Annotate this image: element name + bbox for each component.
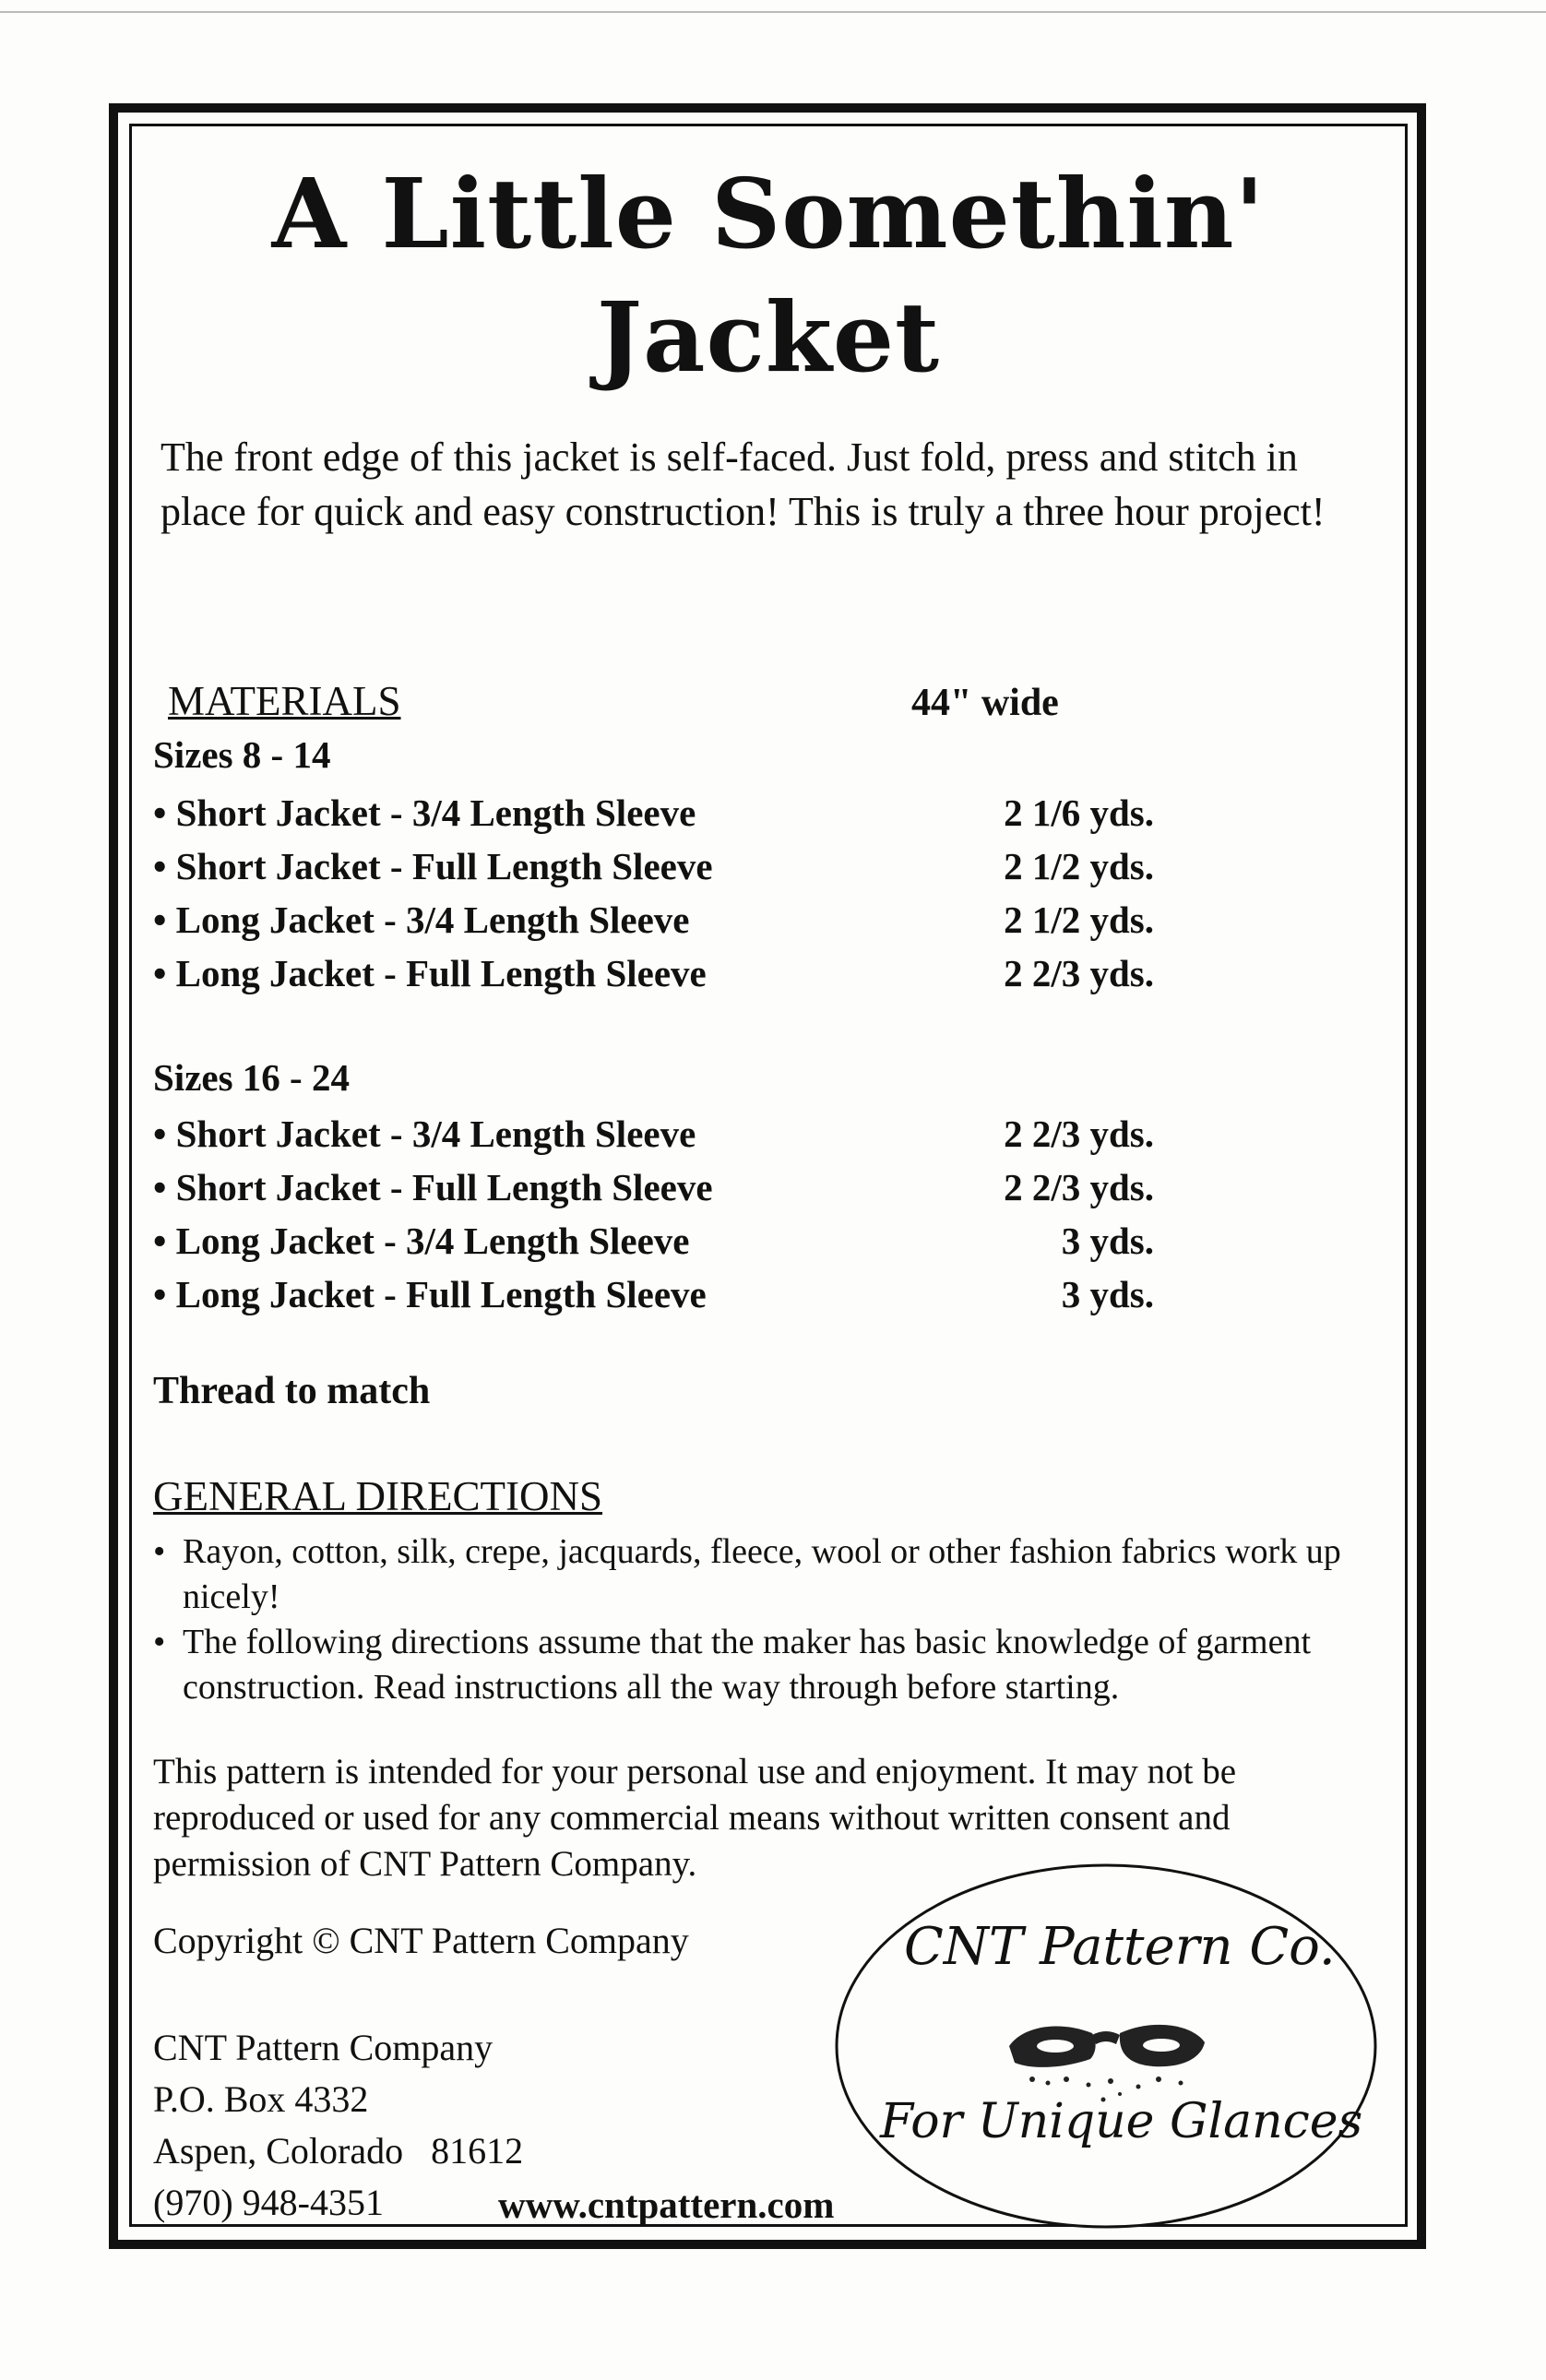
material-name: • Long Jacket - 3/4 Length Sleeve xyxy=(153,1220,690,1262)
material-row xyxy=(153,1267,1260,1321)
copyright-line: Copyright © CNT Pattern Company xyxy=(153,1920,689,1961)
city-state-zip: Aspen, Colorado 81612 xyxy=(153,2130,524,2172)
material-name: • Long Jacket - Full Length Sleeve xyxy=(153,952,707,994)
material-amount: 2 1/2 yds. xyxy=(1004,898,1154,941)
material-row xyxy=(153,1214,1260,1267)
material-amount: 3 yds. xyxy=(1061,1220,1154,1262)
page-top-edge xyxy=(0,11,1546,13)
material-amount: 2 2/3 yds. xyxy=(1004,1166,1154,1208)
material-name: • Short Jacket - 3/4 Length Sleeve xyxy=(153,1113,696,1155)
material-amount: 2 2/3 yds. xyxy=(1004,1113,1154,1155)
material-row xyxy=(153,946,1260,1000)
material-name: • Short Jacket - Full Length Sleeve xyxy=(153,845,713,887)
website-link[interactable]: www.cntpattern.com xyxy=(498,2184,835,2226)
material-row xyxy=(153,839,1260,893)
bullet: • xyxy=(153,1532,166,1571)
material-row xyxy=(153,786,1260,839)
material-name: • Short Jacket - 3/4 Length Sleeve xyxy=(153,791,696,834)
list-item-text: The following directions assume that the maker has basic knowledge of garment construction. Read instructions all the way through before starting. xyxy=(183,1623,1312,1707)
material-row xyxy=(153,893,1260,946)
po-box: P.O. Box 4332 xyxy=(153,2078,369,2120)
materials-heading: MATERIALS xyxy=(168,678,401,724)
material-name: • Long Jacket - Full Length Sleeve xyxy=(153,1273,707,1315)
list-item-text: Rayon, cotton, silk, crepe, jacquards, fleece, wool or other fashion fabrics work up nicely! xyxy=(183,1532,1341,1616)
material-row xyxy=(153,1160,1260,1214)
size-group-label: Sizes 16 - 24 xyxy=(153,1056,350,1099)
logo-text-top: CNT Pattern Co. xyxy=(904,1917,1336,1977)
list-item xyxy=(153,1620,1389,1710)
thread-note: Thread to match xyxy=(153,1370,431,1412)
title-line-1: A Little Somethin' xyxy=(271,157,1266,270)
material-amount: 2 1/6 yds. xyxy=(1004,791,1154,834)
pattern-cover xyxy=(129,124,1408,2227)
title-line-2: Jacket xyxy=(596,280,941,394)
fabric-width-label: 44" wide xyxy=(911,682,1059,724)
logo-text-bottom: For Unique Glances xyxy=(880,2094,1363,2149)
material-name: • Short Jacket - Full Length Sleeve xyxy=(153,1166,713,1208)
material-amount: 3 yds. xyxy=(1061,1273,1154,1315)
material-amount: 2 2/3 yds. xyxy=(1004,952,1154,994)
company-name: CNT Pattern Company xyxy=(153,2027,494,2068)
size-group-label: Sizes 8 - 14 xyxy=(153,733,331,776)
material-name: • Long Jacket - 3/4 Length Sleeve xyxy=(153,898,690,941)
usage-notice: This pattern is intended for your personal use and enjoyment. It may not be reproduced or used for any commercial means without written consent and permission of CNT Pattern Company. xyxy=(153,1752,1237,1884)
intro-paragraph: The front edge of this jacket is self-faced. Just fold, press and stitch in place for quick and easy construction! This is truly a three hour project! xyxy=(161,434,1326,534)
material-amount: 2 1/2 yds. xyxy=(1004,845,1154,887)
list-item xyxy=(153,1529,1389,1620)
general-directions-heading: GENERAL DIRECTIONS xyxy=(153,1473,603,1519)
bullet: • xyxy=(153,1623,166,1661)
phone-number: (970) 948-4351 xyxy=(153,2182,384,2223)
company-address xyxy=(153,2022,523,2229)
general-directions-list xyxy=(153,1529,1389,1710)
material-row xyxy=(153,1107,1260,1160)
